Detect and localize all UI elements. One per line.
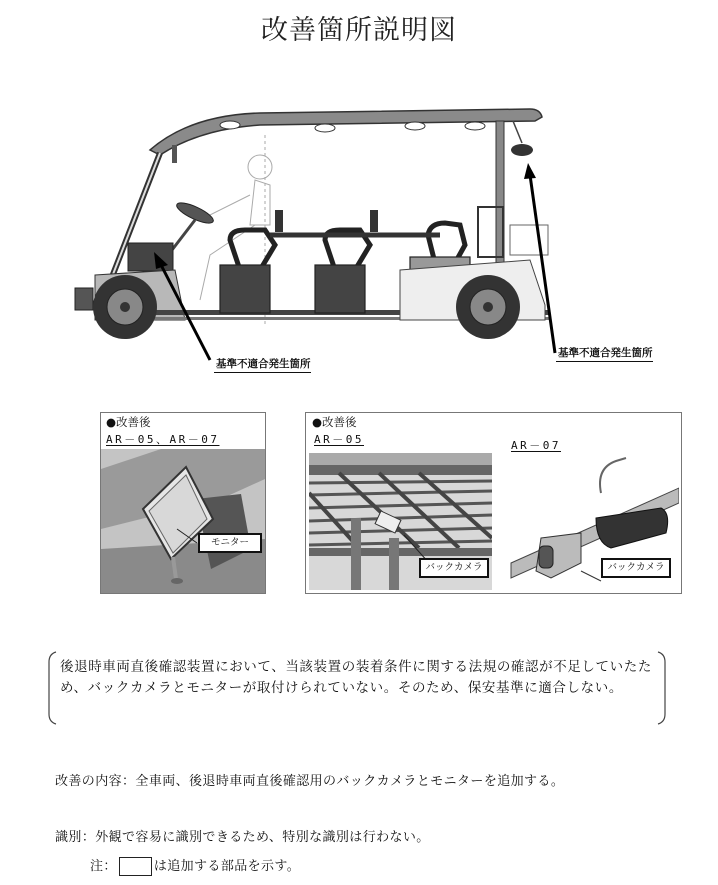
improvement-separator: ： [122,774,136,789]
note-line [90,855,300,876]
noncompliance-callout-front: 基準不適合発生箇所 [214,356,311,373]
note-label: 注 [90,859,104,874]
model-label-ar07: AR－07 [511,439,561,452]
panel-heading: ●改善後 [106,415,151,429]
improvement-panel-monitor [100,412,266,594]
monitor-photo [101,449,265,593]
model-label-ar05: AR－05 [314,433,364,446]
back-camera-label-tag-ar05: バックカメラ [419,558,489,578]
improvement-label: 改善の内容 [55,774,123,789]
monitor-label-tag: モニター [198,533,262,553]
added-part-legend-box [119,857,152,876]
improvement-content-line [55,770,564,789]
noncompliance-callout-rear: 基準不適合発生箇所 [556,345,653,362]
identification-separator: ： [81,830,96,845]
vehicle-side-view-diagram [60,95,700,385]
identification-label: 識別 [55,830,82,845]
model-label: AR－05、AR－07 [106,433,220,446]
improvement-panel-back-camera [305,412,682,594]
identification-line [55,826,430,845]
panel-heading: ●改善後 [312,415,357,429]
back-camera-label-tag-ar07: バックカメラ [601,558,671,578]
page-title: 改善箇所説明図 [261,15,457,46]
note-text: は追加する部品を示す。 [153,859,301,874]
note-separator: ： [103,859,117,874]
improvement-text: 全車両、後退時車両直後確認用のバックカメラとモニターを追加する。 [135,774,565,789]
identification-text: 外観で容易に識別できるため、特別な識別は行わない。 [95,830,430,845]
issue-description-text: 後退時車両直後確認装置において、当該装置の装着条件に関する法規の確認が不足していたため、バックカメラとモニターが取付けられていない。そのため、保安基準に適合しない。 [60,659,652,696]
